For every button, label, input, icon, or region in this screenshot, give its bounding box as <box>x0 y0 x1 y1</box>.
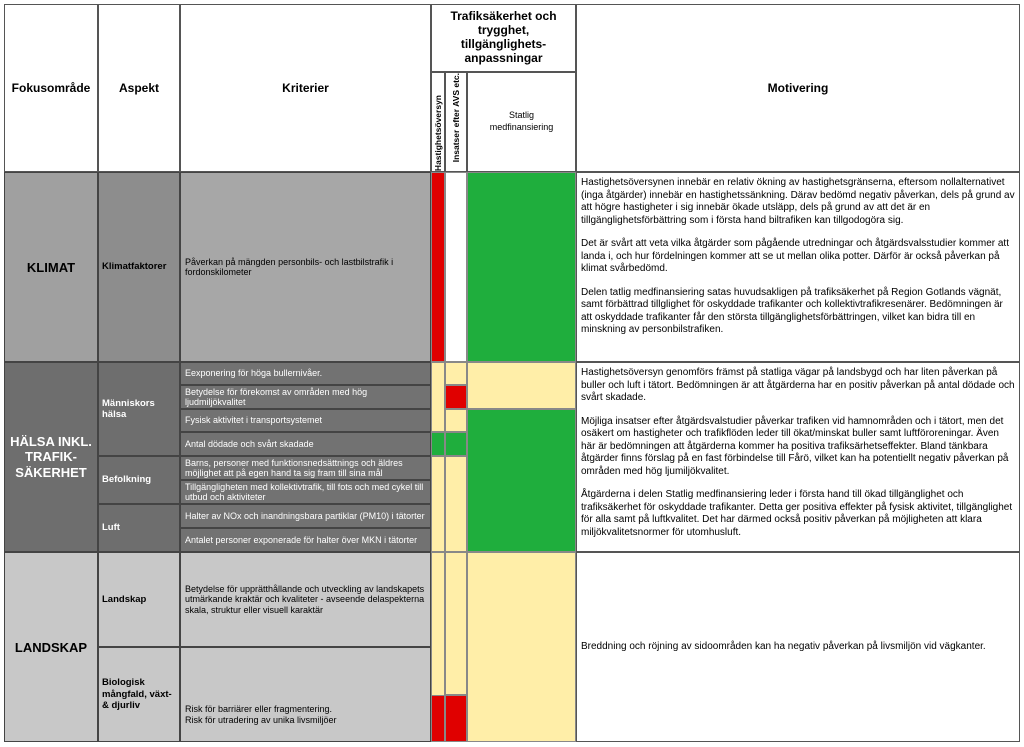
fokus-landskap: LANDSKAP <box>4 552 98 742</box>
header-hastighet-label: Hastighetsöversyn <box>433 94 443 171</box>
klimat-insatser-cell <box>445 172 467 362</box>
landskap-insatser-bio-1 <box>431 695 445 742</box>
halsa-insatser-5 <box>445 456 467 552</box>
aspekt-manniskors-halsa: Människors hälsa <box>98 362 180 456</box>
halsa-statlig-3 <box>467 409 576 552</box>
kriterium-halsa-7: Halter av NOx och inandningsbara partiklar (PM10) i tätorter <box>180 504 431 528</box>
aspekt-klimatfaktorer: Klimatfaktorer <box>98 172 180 362</box>
halsa-insatser-1 <box>445 362 467 385</box>
kriterium-landskap: Betydelse för upprätthållande och utveckling av landskapets utmärkande kraktär och kvaliteter - avseende delaspekterna skala, struktur eller visuell karaktär <box>180 552 431 647</box>
klimat-statlig-cell <box>467 172 576 362</box>
motivering-klimat-p3: Delen tatlig medfinansiering satas huvudsakligen på trafiksäkerhet på Region Gotlands vägnät, samt förbättrad tillglighet för oskyddade trafikanter och kollektivtrafikresenärer. Bedömningen är att oskyddade trafikanter får den största tillgänglighetsförbättringen, vilket kan bidra till en minskning av personbilstrafiken. <box>581 286 1003 335</box>
header-hastighet <box>431 72 445 172</box>
halsa-insatser-2 <box>445 385 467 409</box>
kriterium-biologisk-2: Risk för utradering av unika livsmiljöer <box>185 714 337 725</box>
header-motivering: Motivering <box>576 4 1020 172</box>
header-kriterier: Kriterier <box>180 4 431 172</box>
header-aspekt: Aspekt <box>98 4 180 172</box>
landskap-insatser-bio-2 <box>445 695 467 742</box>
aspekt-befolkning: Befolkning <box>98 456 180 504</box>
kriterium-biologisk-1: Risk för barriärer eller fragmentering. <box>185 704 333 715</box>
header-insatser-label: Insatser efter AVS etc. <box>451 73 461 163</box>
header-fokus: Fokusområde <box>4 4 98 172</box>
kriterium-halsa-6: Tillgängligheten med kollektivtrafik, till fots och med cykel till utbud och aktiviteter <box>180 480 431 504</box>
header-statlig: Statlig medfinansiering <box>467 72 576 172</box>
halsa-hastighet-4 <box>431 432 445 456</box>
motivering-klimat-p1: Hastighetsöversynen innebär en relativ ökning av hastighetsgränserna, eftersom nollalternativet (inga åtgärder) innebär en hastighetssänkning. Därav bedömd negativ påverkan, dels på grund av att högre hastigheter i sig innebär ökade utsläpp, dels på grund av att det är en tillgänglighetsförbättring som i första hand biltrafiken kan tillgodogöra sig. <box>581 177 1015 226</box>
halsa-insatser-3 <box>445 409 467 432</box>
motivering-halsa-p1: Hastighetsöversyn genomförs främst på statliga vägar på landsbygd och har liten påverkan på buller och luft i tätort. Bedömningen är att åtgärderna har en positiv påverkan på antal dödade och svårt skadade. <box>581 367 1015 403</box>
kriterium-halsa-3: Fysisk aktivitet i transportsystemet <box>180 409 431 432</box>
kriterium-halsa-2: Betydelse för förekomst av områden med hög ljudmiljökvalitet <box>180 385 431 409</box>
halsa-hastighet-5 <box>431 456 445 552</box>
aspekt-landskap: Landskap <box>98 552 180 647</box>
fokus-halsa: HÄLSA INKL. TRAFIK-SÄKERHET <box>4 362 98 552</box>
header-insatser <box>445 72 467 172</box>
motivering-klimat <box>576 172 1020 362</box>
kriterium-klimat: Påverkan på mängden personbils- och lastbilstrafik i fordonskilometer <box>180 172 431 362</box>
landskap-statlig <box>467 552 576 742</box>
kriterium-biologisk <box>180 647 431 742</box>
aspekt-luft: Luft <box>98 504 180 552</box>
halsa-insatser-4 <box>445 432 467 456</box>
motivering-landskap <box>576 552 1020 742</box>
klimat-hastighet-cell <box>431 172 445 362</box>
kriterium-halsa-5: Barns, personer med funktionsnedsättnings och äldres möjlighet att på egen hand ta sig fram till sina mål <box>180 456 431 480</box>
motivering-klimat-p2: Det är svårt att veta vilka åtgärder som pågående utredningar och åtgärdsvalsstudier kommer att landa i, och hur fördelningen kommer att se ut mellan olika potter. Därför är också påverkan på klimat svårbedömd. <box>581 238 1009 274</box>
header-group-title: Trafiksäkerhet och trygghet, tillgänglighets-anpassningar <box>431 4 576 72</box>
motivering-halsa <box>576 362 1020 552</box>
landskap-insatser-1 <box>445 552 467 695</box>
aspekt-biologisk: Biologisk mångfald, växt- & djurliv <box>98 647 180 742</box>
kriterium-halsa-8: Antalet personer exponerade för halter över MKN i tätorter <box>180 528 431 552</box>
motivering-landskap-text: Breddning och röjning av sidoområden kan ha negativ påverkan på livsmiljön vid vägkanter. <box>581 640 986 652</box>
motivering-halsa-p2: Möjliga insatser efter åtgärdsvalstudier påverkar trafiken vid hamnområden och i tätort, men det osäkert om hastigheter och trafikflöden leder till ökat/minskat buller samt luftföroreningar. Även här är bedömningen att åtgärderna kommer ha positiva trafiksärhetseffekter. Bland tänkbara åtgärder finns förslag på en fast förbindelse till Fårö, vilket kan ha potentiellt negativ påverkan på områden med hög ljumiljökvalitet. <box>581 415 1009 477</box>
halsa-hastighet-1 <box>431 362 445 432</box>
kriterium-halsa-1: Eexponering för höga bullernivåer. <box>180 362 431 385</box>
halsa-statlig-1 <box>467 362 576 409</box>
kriterium-halsa-4: Antal dödade och svårt skadade <box>180 432 431 456</box>
motivering-halsa-p3: Åtgärderna i delen Statlig medfinansiering leder i första hand till ökad tillgänglighet och trafiksäkerhet för oskyddade trafikanter. Detta ger positiva effekter på fysisk aktivitet, tillgänglighet för alla samt på luftkvalitet. Det har därmed också positiv påverkan på möjligheten att klara miljökvalitetsnormer för utomhusluft. <box>581 489 1013 538</box>
fokus-klimat: KLIMAT <box>4 172 98 362</box>
